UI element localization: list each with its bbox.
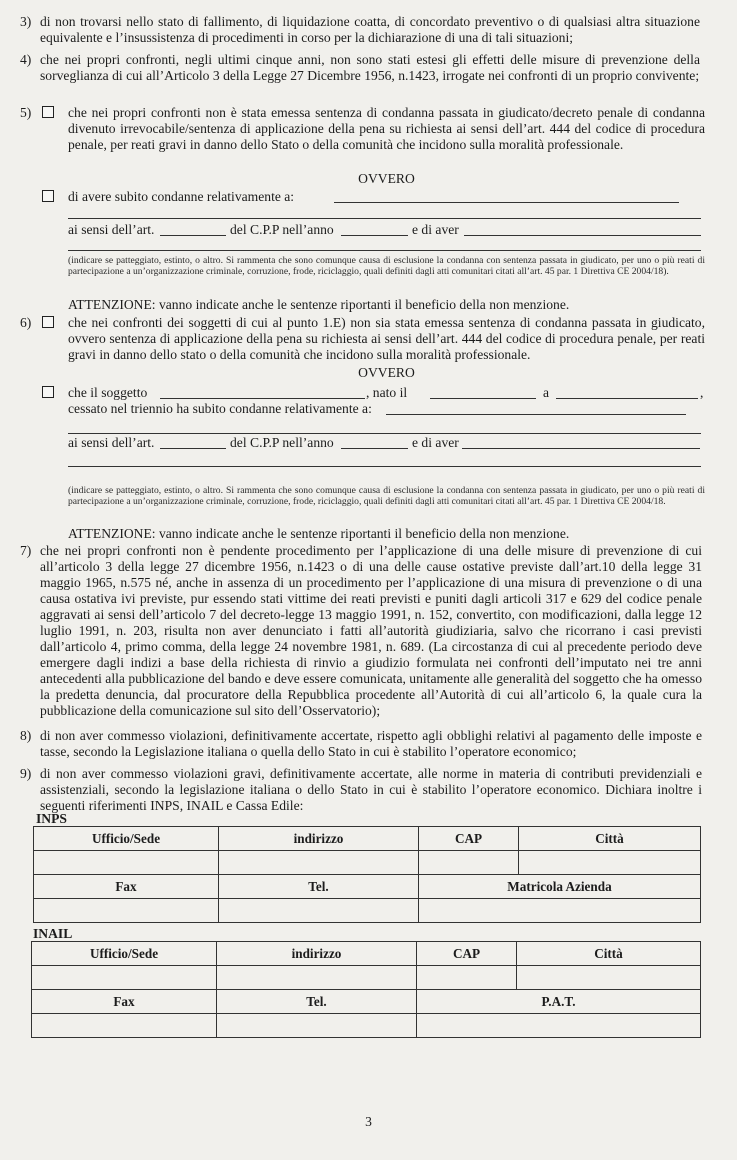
item-6-anno-field[interactable] [341, 448, 408, 449]
inail-header-row-2 [32, 990, 701, 1014]
inps-cap-cell[interactable] [419, 851, 519, 875]
item-3-number: 3) [20, 14, 32, 29]
inail-fax-cell[interactable] [32, 1014, 217, 1038]
inail-cap-header: CAP [417, 942, 517, 966]
item-6-a-label: a [543, 385, 550, 400]
item-7-number: 7) [20, 543, 32, 558]
item-6-cessato-label: cessato nel triennio ha subito condanne relativamente a: [68, 401, 372, 416]
inps-tel-cell[interactable] [219, 899, 419, 923]
inail-pat-header: P.A.T. [417, 990, 701, 1014]
item-8-text: di non aver commesso violazioni, definitivamente accertate, rispetto agli obblighi relativi al pagamento delle imposte e tasse, secondo la Legislazione italiana o quella dello Stato in cui è stabilito l’operatore economico; [40, 728, 702, 759]
item-6-cpp-label: del C.P.P nell’anno [230, 435, 334, 450]
inail-input-row-2 [32, 1014, 701, 1038]
inps-input-row-1 [34, 851, 701, 875]
inail-citta-cell[interactable] [517, 966, 701, 990]
item-6-ovvero: OVVERO [358, 365, 415, 380]
item-3-text: di non trovarsi nello stato di fallimento, di liquidazione coatta, di concordato preventivo o di qualsiasi altra situazione equivalente e l’insussistenza di procedimenti in corso per la dichiarazione di una di tali situazioni; [40, 14, 700, 45]
inail-ufficio-cell[interactable] [32, 966, 217, 990]
page-number: 3 [365, 1114, 372, 1129]
item-6-soggetto-field[interactable] [160, 398, 365, 399]
inail-header-row-1 [32, 942, 701, 966]
item-5-aver-field-2[interactable] [68, 250, 701, 251]
inail-tel-header: Tel. [217, 990, 417, 1014]
item-6-aver-field-2[interactable] [68, 466, 701, 467]
item-7-text: che nei propri confronti non è pendente procedimento per l’applicazione di una delle misure di prevenzione di cui all’articolo 3 della legge 27 dicembre 1956, n.1423 o di una delle cause ostative previste dall’art.10 della legge 31 maggio 1965, n.575 né, anche in assenza di un procedimento per l’applicazione di una misura di prevenzione o di una causa ostativa ivi previste, pur essendo stati vittime dei reati previsti e puniti dagli articoli 317 e 629 del codice penale aggravati ai sensi dell’articolo 7 del decreto-legge 13 maggio 1991, n. 152, convertito, con modificazioni, dalla legge 12 luglio 1991, n. 203, risulta non aver denunciato i fatti all’autorità giudiziaria, salvo che ricorrano i casi previsti dall’articolo 4, primo comma, della legge 24 novembre 1981, n. 689. (La circostanza di cui al precedente periodo deve emergere dagli indizi a base della richiesta di rinvio a giudizio formulata nei confronti dell’imputato nei tre anni antecedenti alla pubblicazione del bando e deve essere comunicata, unitamente alle generalità del soggetto che ha omesso la predetta denuncia, dal procuratore della Repubblica procedente all’Autorità di cui all’articolo 6, la quale cura la pubblicazione della comunicazione sul sito dell’Osservatorio); [40, 543, 702, 718]
inps-matricola-cell[interactable] [419, 899, 701, 923]
inps-cap-header: CAP [419, 827, 519, 851]
item-5-aver-label: e di aver [412, 222, 459, 237]
inps-citta-cell[interactable] [519, 851, 701, 875]
item-6-attenzione: ATTENZIONE: vanno indicate anche le sentenze riportanti il beneficio della non menzione. [68, 526, 570, 541]
item-4-number: 4) [20, 52, 32, 67]
item-6-sensi-label: ai sensi dell’art. [68, 435, 155, 450]
inps-indirizzo-header: indirizzo [219, 827, 419, 851]
inps-header-row-2 [34, 875, 701, 899]
inail-indirizzo-header: indirizzo [217, 942, 417, 966]
item-6-soggetto-label: che il soggetto [68, 385, 148, 400]
inps-table [33, 826, 701, 923]
item-6-nato-label: , nato il [366, 385, 408, 400]
inail-input-row-1 [32, 966, 701, 990]
inail-table [31, 941, 701, 1038]
inps-title: INPS [36, 811, 67, 826]
item-4-text: che nei propri confronti, negli ultimi cinque anni, non sono stati estesi gli effetti delle misure di prevenzione della sorveglianza di cui all’Articolo 3 della Legge 27 Dicembre 1956, n.1423, irrogate nei confronti di un proprio convivente; [40, 52, 700, 83]
item-5-aver-field[interactable] [464, 235, 701, 236]
item-6-art-field[interactable] [160, 448, 226, 449]
item-5-cpp-label: del C.P.P nell’anno [230, 222, 334, 237]
inail-ufficio-header: Ufficio/Sede [32, 942, 217, 966]
inps-fax-cell[interactable] [34, 899, 219, 923]
item-5-attenzione: ATTENZIONE: vanno indicate anche le sentenze riportanti il beneficio della non menzione. [68, 297, 570, 312]
inps-tel-header: Tel. [219, 875, 419, 899]
item-5-sensi-label: ai sensi dell’art. [68, 222, 155, 237]
inail-tel-cell[interactable] [217, 1014, 417, 1038]
item-6-nato-field[interactable] [430, 398, 536, 399]
item-6-number: 6) [20, 315, 32, 330]
item-9-number: 9) [20, 766, 32, 781]
item-5-number: 5) [20, 105, 32, 120]
item-9-text: di non aver commesso violazioni gravi, definitivamente accertate, alle norme in materia di contributi previdenziali e assistenziali, secondo la legislazione italiana o dello Stato in cui è stabilito l’operatore economico. Dichiara inoltre i seguenti riferimenti INPS, INAIL e Cassa Edile: [40, 766, 702, 813]
item-6-alt-checkbox[interactable] [42, 386, 54, 398]
inail-fax-header: Fax [32, 990, 217, 1014]
item-5-ovvero: OVVERO [358, 171, 415, 186]
item-5-alt-checkbox[interactable] [42, 190, 54, 202]
item-8-number: 8) [20, 728, 32, 743]
item-5-anno-field[interactable] [341, 235, 408, 236]
inps-fax-header: Fax [34, 875, 219, 899]
item-6-luogo-field[interactable] [556, 398, 698, 399]
inps-citta-header: Città [519, 827, 701, 851]
inps-matricola-header: Matricola Azienda [419, 875, 701, 899]
inail-cap-cell[interactable] [417, 966, 517, 990]
item-6-condanne-field[interactable] [386, 414, 686, 415]
inps-ufficio-cell[interactable] [34, 851, 219, 875]
inps-header-row-1 [34, 827, 701, 851]
item-5-text: che nei propri confronti non è stata emessa sentenza di condanna passata in giudicato/decreto penale di condanna divenuto irrevocabile/sentenza di applicazione della pena su richiesta ai sensi dell’art. 444 del codice di procedura penale, per reati gravi in danno dello Stato o della comunità che incidono sulla moralità professionale. [68, 105, 705, 152]
item-6-text: che nei confronti dei soggetti di cui al punto 1.E) non sia stata emessa sentenza di condanna passata in giudicato, ovvero sentenza di applicazione della pena su richiesta ai sensi dell’art. 444 del codice di procedura penale, per reati gravi in danno dello stato o della comunità che incidono sulla moralità professionale. [68, 315, 705, 362]
inps-input-row-2 [34, 899, 701, 923]
inps-ufficio-header: Ufficio/Sede [34, 827, 219, 851]
item-6-checkbox[interactable] [42, 316, 54, 328]
inail-title: INAIL [33, 926, 73, 941]
item-5-alt-label: di avere subito condanne relativamente a: [68, 189, 295, 204]
inail-citta-header: Città [517, 942, 701, 966]
inps-indirizzo-cell[interactable] [219, 851, 419, 875]
item-5-condanne-field-2[interactable] [68, 218, 701, 219]
inail-pat-cell[interactable] [417, 1014, 701, 1038]
item-6-comma: , [700, 385, 704, 400]
item-5-note: (indicare se patteggiato, estinto, o altro. Si rammenta che sono comunque causa di esclusione la condanna con sentenza passata in giudicato, per uno o più reati di partecipazione a un’organizzazione criminale, corruzione, frode, riciclaggio, quali definiti dagli atti comunitari citati all’art. 45 par. 1 Direttiva CE 2004/18). [68, 255, 705, 278]
item-5-condanne-field[interactable] [334, 202, 679, 203]
inail-indirizzo-cell[interactable] [217, 966, 417, 990]
item-6-aver-label: e di aver [412, 435, 459, 450]
item-5-art-field[interactable] [160, 235, 226, 236]
item-6-aver-field[interactable] [462, 448, 700, 449]
item-6-condanne-field-2[interactable] [68, 433, 701, 434]
item-6-note: (indicare se patteggiato, estinto, o altro. Si rammenta che sono comunque causa di esclusione la condanna con sentenza passata in giudicato, per uno o più reati di partecipazione a un’organizzazione criminale, corruzione, frode, riciclaggio, quali definiti dagli atti comunitari citati all’art. 45 par. 1 Direttiva CE 2004/18. [68, 485, 705, 508]
item-5-checkbox[interactable] [42, 106, 54, 118]
